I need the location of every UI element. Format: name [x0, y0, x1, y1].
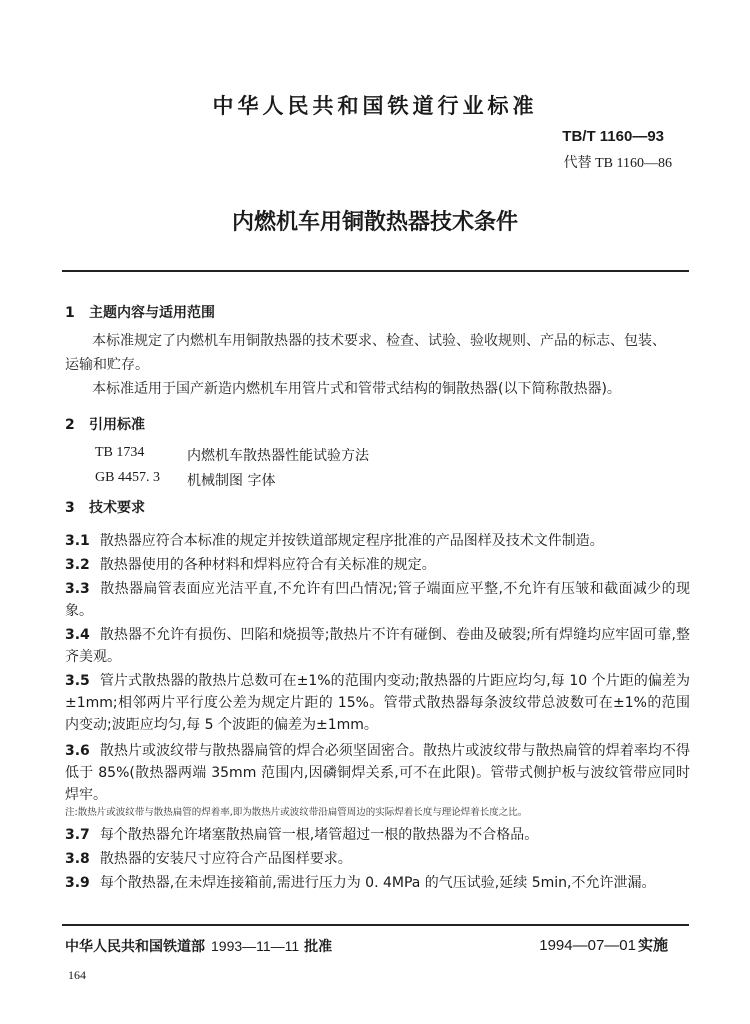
section-1-para-1b: 运输和贮存。 [65, 357, 149, 373]
clause-3-7 [65, 824, 690, 846]
clause-text: 散热片或波纹带与散热器扁管的焊合必须坚固密合。散热片或波纹带与散热扁管的焊着率均不得低于 85%(散热器两端 35mm 范围内,因磷铜焊关系,可不在此限)。管带式侧护板与波纹管带应同时焊牢。 [65, 743, 690, 803]
clause-number: 3.8 [65, 851, 90, 867]
clause-number: 3.4 [65, 627, 90, 643]
clause-text: 散热器扁管表面应光洁平直,不允许有凹凸情况;管子端面应平整,不允许有压皱和截面减少的现象。 [65, 581, 690, 619]
approval-date: 1993—11—11 [211, 938, 300, 954]
section-2-number: 2 [65, 417, 75, 433]
section-3-number: 3 [65, 500, 75, 516]
section-1-para-1a: 本标准规定了内燃机车用铜散热器的技术要求、检查、试验、验收规则、产品的标志、包装、 [92, 333, 666, 349]
clause-number: 3.6 [65, 743, 90, 759]
section-1-para-2: 本标准适用于国产新造内燃机车用管片式和管带式结构的铜散热器(以下简称散热器)。 [92, 381, 621, 397]
replaces-standard: 代替 TB 1160—86 [563, 156, 672, 171]
footnote: 注:散热片或波纹带与散热扁管的焊着率,即为散热片或波纹带沿扁管周边的实际焊着长度与理论焊着长度之比。 [65, 807, 528, 818]
section-2-heading [65, 414, 145, 434]
ref-code: TB 1734 [95, 445, 145, 460]
clause-number: 3.7 [65, 827, 90, 843]
clause-3-8 [65, 848, 690, 870]
clause-3-6 [65, 740, 690, 806]
clause-3-3 [65, 578, 690, 622]
clause-3-5 [65, 670, 690, 736]
section-3-title: 技术要求 [89, 500, 145, 516]
clause-3-9 [65, 872, 690, 894]
section-1-title: 主题内容与适用范围 [89, 305, 215, 321]
footer-divider [62, 924, 689, 926]
effective-line [539, 934, 668, 955]
clause-3-2 [65, 554, 690, 576]
page-number: 164 [68, 968, 86, 982]
clause-3-4 [65, 624, 690, 668]
issuer: 中华人民共和国铁道部 [65, 939, 205, 955]
clause-text: 管片式散热器的散热片总数可在±1%的范围内变动;散热器的片距应均匀,每 10 个片距的偏差为±1mm;相邻两片平行度公差为规定片距的 15%。管带式散热器每条波纹带总波数可在±1%的范围内变动;波距应均匀,每 5 个波距的偏差为±1mm。 [65, 673, 690, 733]
approval-line [65, 936, 332, 956]
clause-text: 散热器不允许有损伤、凹陷和烧损等;散热片不许有碰倒、卷曲及破裂;所有焊缝均应牢固可靠,整齐美观。 [65, 627, 690, 665]
effective-date: 1994—07—01 [539, 937, 636, 954]
section-3-heading [65, 497, 145, 517]
section-1-number: 1 [65, 305, 75, 321]
ref-title: 内燃机车散热器性能试验方法 [187, 448, 369, 464]
clause-text: 散热器应符合本标准的规定并按铁道部规定程序批准的产品图样及技术文件制造。 [99, 533, 604, 549]
document-title: 内燃机车用铜散热器技术条件 [231, 210, 518, 235]
clause-number: 3.5 [65, 673, 90, 689]
ref-title: 机械制图 字体 [187, 473, 276, 489]
approval-label: 批准 [304, 939, 333, 955]
clause-number: 3.3 [65, 581, 90, 597]
standard-code: TB/T 1160—93 [562, 128, 664, 145]
clause-text: 散热器的安装尺寸应符合产品图样要求。 [99, 851, 352, 867]
clause-text: 散热器使用的各种材料和焊料应符合有关标准的规定。 [99, 557, 436, 573]
section-1-heading [65, 302, 215, 322]
clause-number: 3.2 [65, 557, 90, 573]
clause-number: 3.9 [65, 875, 90, 891]
ref-code: GB 4457. 3 [95, 470, 160, 485]
org-title: 中华人民共和国铁道行业标准 [212, 94, 538, 118]
section-2-title: 引用标准 [89, 417, 145, 433]
clause-3-1 [65, 530, 690, 552]
clause-number: 3.1 [65, 533, 90, 549]
clause-text: 每个散热器,在未焊连接箱前,需进行压力为 0. 4MPa 的气压试验,延续 5min,不允许泄漏。 [99, 875, 656, 891]
effective-label: 实施 [637, 936, 668, 954]
clause-text: 每个散热器允许堵塞散热扁管一根,堵管超过一根的散热器为不合格品。 [99, 827, 539, 843]
header-divider [62, 270, 689, 272]
